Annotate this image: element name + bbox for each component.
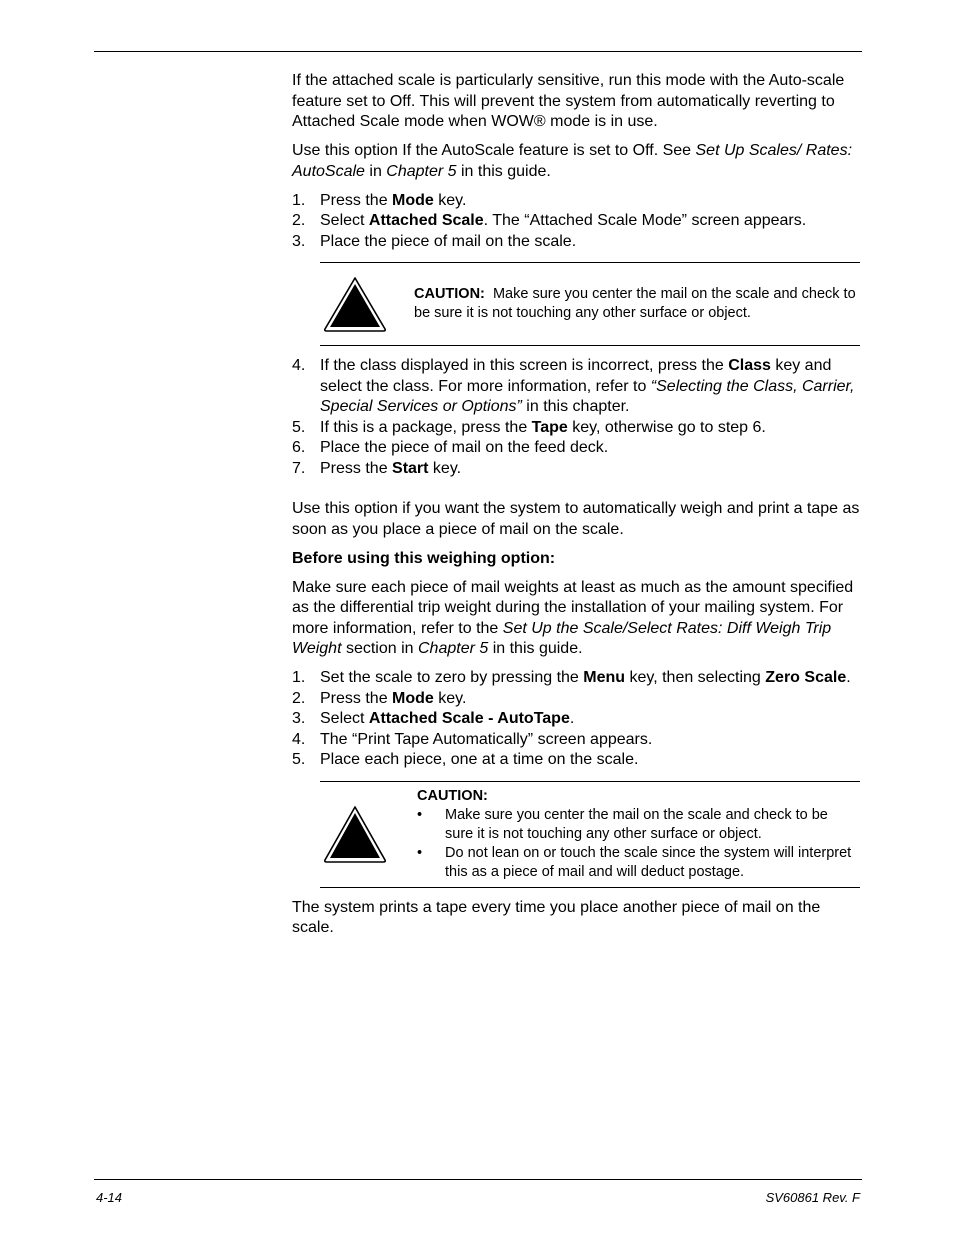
list-item: [292, 191, 860, 212]
requirement-chapter: Chapter 5: [418, 640, 489, 657]
use-note-text: Use this option If the AutoScale feature is set to Off. See: [292, 142, 696, 159]
section2-intro: Use this option if you want the system to automatically weigh and print a tape as soon as you place a piece of mail on the scale.: [292, 500, 860, 538]
before-heading: [292, 549, 860, 570]
warning-triangle-icon: [320, 804, 390, 864]
step-key: Mode: [392, 191, 434, 209]
list-item: [417, 806, 860, 844]
step-text: Set the scale to zero by pressing the: [320, 669, 584, 686]
step-number: 5.: [292, 751, 306, 768]
step-key: Tape: [531, 418, 568, 436]
before-heading-text: Before using this weighing option:: [292, 549, 556, 567]
page-number: 4-14: [96, 1190, 123, 1205]
caution-bullets: [417, 806, 860, 882]
step-number: 4.: [292, 357, 306, 374]
step-text: key.: [433, 689, 467, 707]
header-rule: [94, 51, 862, 52]
step-key: Start: [392, 459, 429, 477]
step-key: Class: [728, 357, 771, 374]
list-item: [292, 730, 860, 751]
step-text: Place the piece of mail on the feed deck.: [320, 439, 609, 456]
step-number: 6.: [292, 439, 306, 456]
requirement-text: Make sure each piece of mail weights at least as much as the amount specified as the differential trip weight during the installation of your mailing system. For more information, refer to the: [292, 578, 854, 637]
step-key: Menu: [583, 669, 626, 686]
bullet-text: Do not lean on or touch the scale since the system will interpret this as a piece of mail and will deduct postage.: [445, 844, 852, 880]
section2-closing: The system prints a tape every time you place another piece of mail on the scale.: [292, 898, 821, 936]
list-item: [292, 689, 860, 710]
list-item: [292, 459, 860, 480]
list-item: [292, 750, 860, 771]
section1-intro: If the attached scale is particularly sensitive, run this mode with the Auto-scale feature set to Off. This will prevent the system from automatically reverting to Attached Scale mode when WOW® mode is in use.: [292, 72, 845, 130]
requirement-reference: Set Up the Scale/Select Rates: Diff Weigh Trip Weight: [292, 619, 832, 657]
step-number: 4.: [292, 730, 306, 748]
section1-steps-b: [292, 356, 860, 479]
step-number: 1.: [292, 191, 306, 209]
step-text: .: [569, 710, 575, 727]
bullet-mark: •: [417, 844, 423, 861]
section2-requirement: [292, 578, 860, 660]
caution-message: Make sure you center the mail on the scale and check to be sure it is not touching any other surface or object.: [414, 286, 856, 321]
use-note-text: in this guide.: [456, 162, 551, 180]
document-id: SV60861 Rev. F: [765, 1190, 860, 1205]
step-text: The “Print Tape Automatically” screen appears.: [320, 730, 653, 748]
caution-label: CAUTION:: [417, 787, 488, 804]
step-text: key, then selecting: [625, 669, 766, 686]
step-text: Select: [320, 212, 369, 229]
step-text: . The “Attached Scale Mode” screen appears.: [483, 212, 807, 229]
step-number: 3.: [292, 710, 306, 727]
step-text: If the class displayed in this screen is incorrect, press the: [320, 357, 729, 374]
step-text: Press the: [320, 689, 393, 707]
caution-box-2: [320, 781, 860, 888]
step-text: Place each piece, one at a time on the scale.: [320, 751, 639, 768]
step-reference: “Selecting the Class, Carrier, Special Services or Options”: [320, 377, 855, 415]
step-key: Mode: [392, 689, 434, 707]
caution-text-1: [390, 285, 860, 323]
caution-text-2: [390, 787, 860, 882]
step-number: 5.: [292, 418, 306, 436]
list-item: [292, 211, 860, 232]
use-note-chapter: Chapter 5: [386, 162, 457, 180]
step-text: key, otherwise go to step 6.: [567, 418, 766, 436]
list-item: [292, 709, 860, 730]
footer-rule: [94, 1179, 862, 1180]
step-number: 7.: [292, 459, 306, 477]
step-key: Attached Scale: [368, 212, 484, 229]
list-item: [292, 668, 860, 689]
page-content: [292, 71, 860, 947]
step-key: Zero Scale: [765, 669, 847, 686]
bullet-text: Make sure you center the mail on the scale and check to be sure it is not touching any other surface or object.: [445, 806, 828, 842]
step-number: 1.: [292, 669, 306, 686]
section1-steps-a: [292, 191, 860, 253]
step-text: in this chapter.: [521, 398, 630, 415]
use-note-text: in: [364, 162, 387, 180]
requirement-text: section in: [341, 640, 418, 657]
step-text: key.: [433, 191, 467, 209]
use-note-reference: Set Up Scales/ Rates: AutoScale: [292, 142, 853, 180]
step-key: Attached Scale - AutoTape: [368, 710, 570, 727]
caution-box-1: [320, 262, 860, 346]
step-text: If this is a package, press the: [320, 418, 532, 436]
step-number: 2.: [292, 689, 306, 707]
section2-steps: [292, 668, 860, 771]
step-number: 2.: [292, 212, 306, 229]
step-text: Select: [320, 710, 369, 727]
requirement-text: in this guide.: [488, 640, 583, 657]
list-item: [292, 356, 860, 418]
list-item: [417, 844, 860, 882]
step-text: .: [846, 669, 851, 686]
step-text: key.: [428, 459, 462, 477]
section-gap: [292, 479, 860, 499]
section1-use-note: [292, 141, 860, 182]
step-text: Press the: [320, 459, 393, 477]
step-number: 3.: [292, 232, 306, 250]
list-item: [292, 418, 860, 439]
step-text: Place the piece of mail on the scale.: [320, 232, 577, 250]
step-text: key and select the class. For more information, refer to: [320, 357, 832, 395]
step-text: Press the: [320, 191, 393, 209]
list-item: [292, 232, 860, 253]
warning-triangle-icon: [320, 275, 390, 333]
list-item: [292, 438, 860, 459]
caution-label: CAUTION:: [414, 286, 485, 302]
bullet-mark: •: [417, 806, 423, 823]
